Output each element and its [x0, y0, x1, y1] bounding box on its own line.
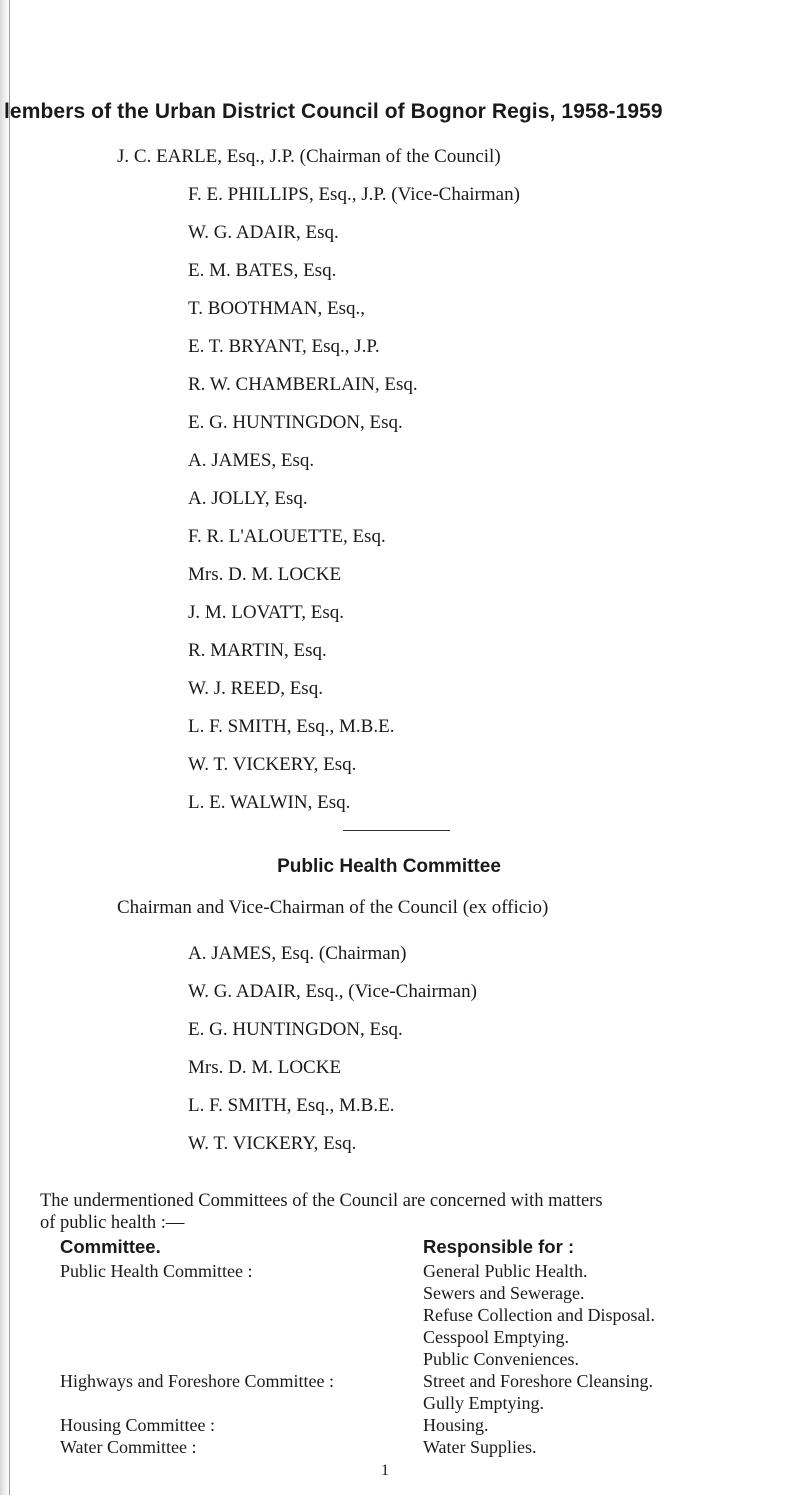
committee-member-item: E. G. HUNTINGDON, Esq.	[188, 1019, 403, 1040]
committee-column-header: Committee.	[60, 1236, 161, 1257]
member-item: J. C. EARLE, Esq., J.P. (Chairman of the Council)	[117, 146, 501, 167]
council-members-list	[0, 138, 520, 822]
member-item: E. T. BRYANT, Esq., J.P.	[188, 336, 380, 357]
member-item: R. MARTIN, Esq.	[188, 640, 327, 661]
committee-cell: Highways and Foreshore Committee :	[60, 1371, 334, 1391]
member-item: W. J. REED, Esq.	[188, 678, 323, 699]
public-health-committee-heading: Public Health Committee	[277, 856, 501, 877]
committee-member-item: W. G. ADAIR, Esq., (Vice-Chairman)	[188, 981, 477, 1002]
member-item: A. JOLLY, Esq.	[188, 488, 308, 509]
member-item: W. T. VICKERY, Esq.	[188, 754, 357, 775]
page-number: 1	[381, 1462, 389, 1479]
member-item: E. G. HUNTINGDON, Esq.	[188, 412, 403, 433]
committee-cell: Housing Committee :	[60, 1415, 215, 1435]
responsible-cell: Water Supplies.	[423, 1437, 537, 1457]
member-item: T. BOOTHMAN, Esq.,	[188, 298, 365, 319]
member-item: L. F. SMITH, Esq., M.B.E.	[188, 716, 395, 737]
member-item: F. E. PHILLIPS, Esq., J.P. (Vice-Chairman)	[188, 184, 520, 205]
member-item: F. R. L'ALOUETTE, Esq.	[188, 526, 386, 547]
committee-member-item: A. JAMES, Esq. (Chairman)	[188, 943, 407, 964]
document-title: lembers of the Urban District Council of Bognor Regis, 1958-1959	[4, 100, 663, 123]
member-item: J. M. LOVATT, Esq.	[188, 602, 345, 623]
public-health-committee-members	[188, 935, 477, 1163]
member-item: Mrs. D. M. LOCKE	[188, 564, 342, 585]
committees-paragraph	[40, 1190, 760, 1234]
responsible-cell: Public Conveniences.	[423, 1349, 579, 1369]
responsible-cell: Housing.	[423, 1415, 489, 1435]
responsible-cell: Street and Foreshore Cleansing.	[423, 1371, 653, 1391]
responsible-cell: Refuse Collection and Disposal.	[423, 1305, 655, 1325]
member-item: W. G. ADAIR, Esq.	[188, 222, 339, 243]
responsible-cell: Gully Emptying.	[423, 1393, 544, 1413]
member-item: E. M. BATES, Esq.	[188, 260, 337, 281]
responsible-cell: General Public Health.	[423, 1261, 588, 1281]
section-divider	[343, 830, 450, 831]
committee-intro-line: Chairman and Vice-Chairman of the Council (ex officio)	[117, 897, 549, 918]
responsible-column-header: Responsible for :	[423, 1236, 575, 1257]
committee-member-item: Mrs. D. M. LOCKE	[188, 1057, 342, 1078]
committee-cell: Public Health Committee :	[60, 1261, 253, 1281]
paragraph-line-1: The undermentioned Committees of the Council are concerned with matters	[40, 1191, 603, 1211]
member-item: A. JAMES, Esq.	[188, 450, 315, 471]
committee-member-item: W. T. VICKERY, Esq.	[188, 1133, 357, 1154]
responsible-cell: Sewers and Sewerage.	[423, 1283, 585, 1303]
responsible-cell: Cesspool Emptying.	[423, 1327, 570, 1347]
committee-member-item: L. F. SMITH, Esq., M.B.E.	[188, 1095, 395, 1116]
committee-cell: Water Committee :	[60, 1437, 197, 1457]
member-item: L. E. WALWIN, Esq.	[188, 792, 351, 813]
paragraph-line-2: of public health :—	[40, 1213, 185, 1233]
member-item: R. W. CHAMBERLAIN, Esq.	[188, 374, 418, 395]
